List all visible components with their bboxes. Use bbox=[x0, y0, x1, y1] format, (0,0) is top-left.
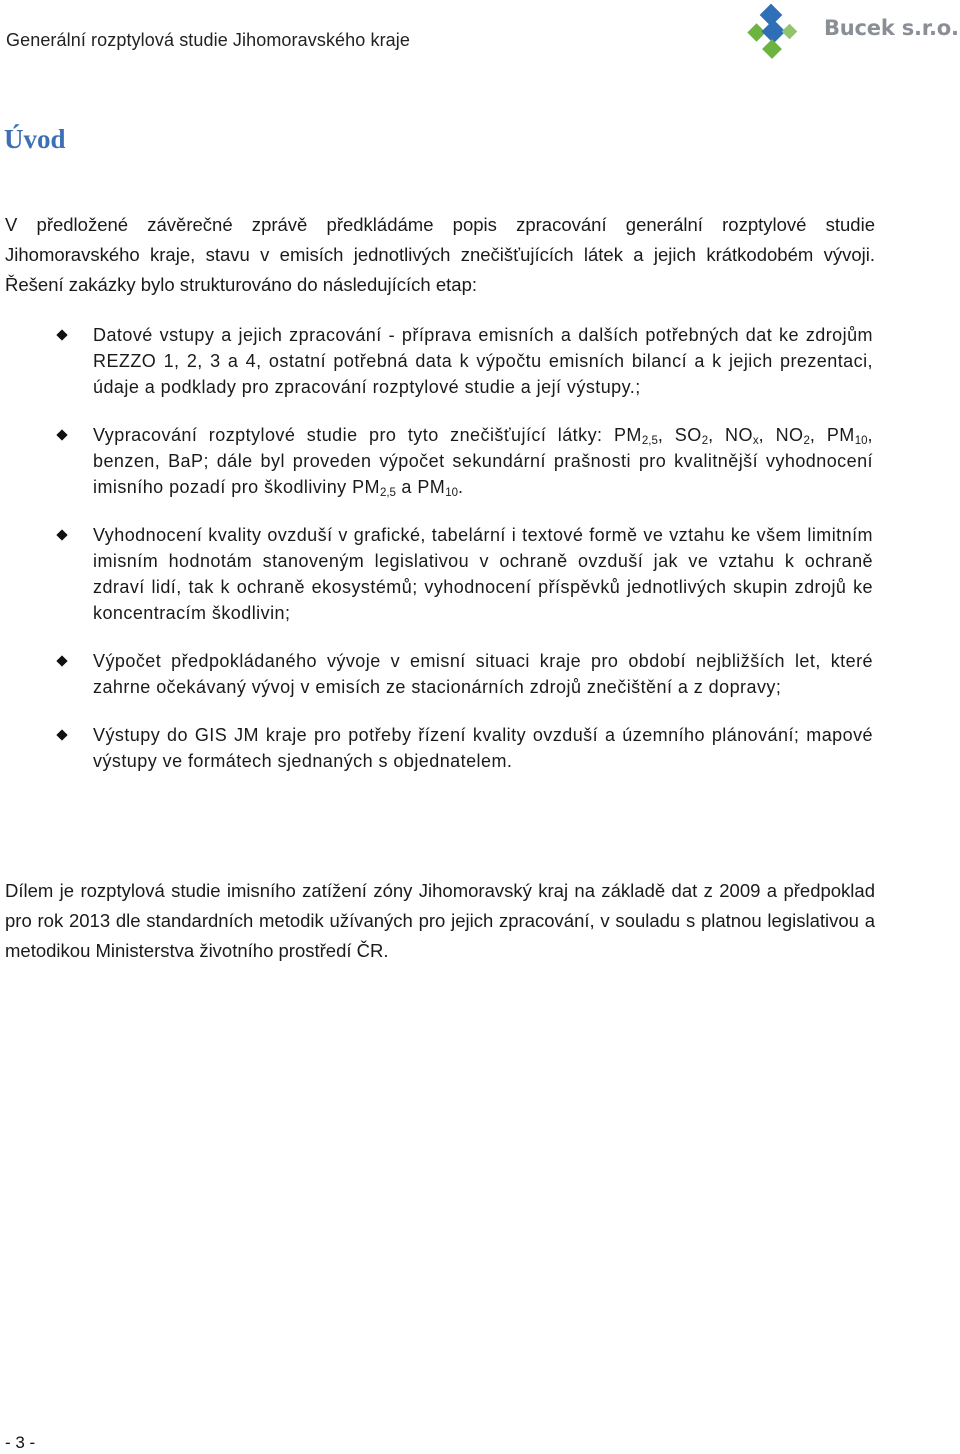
diamond-bullet-icon bbox=[56, 655, 67, 666]
header-title: Generální rozptylová studie Jihomoravského kraje bbox=[6, 30, 410, 50]
text-segment: , PM bbox=[809, 425, 855, 445]
list-item bbox=[0, 648, 873, 700]
diamond-bullet-icon bbox=[56, 329, 67, 340]
logo-diamonds-icon bbox=[744, 2, 824, 68]
subscript: 10 bbox=[854, 435, 868, 447]
subscript: 10 bbox=[445, 487, 459, 499]
section-heading: Úvod bbox=[4, 124, 66, 154]
list-item bbox=[0, 322, 873, 400]
list-item-text: Výpočet předpokládaného vývoje v emisní situaci kraje pro období nejbližších let, které zahrne očekávaný vývoj v emisích ze stacionárních zdrojů znečištění a z dopravy; bbox=[93, 651, 873, 697]
text-segment: . bbox=[458, 477, 464, 497]
text-segment: , benzen, BaP; dále byl proveden výpočet sekundární prašnosti pro kvalitnější vyhodnocení imisního pozadí pro škodliviny PM bbox=[93, 425, 873, 497]
subscript: 2,5 bbox=[379, 487, 396, 499]
diamond-bullet-icon bbox=[56, 529, 67, 540]
intro-paragraph: V předložené závěrečné zprávě předkládáme popis zpracování generální rozptylové studie Jihomoravského kraje, stavu v emisích jednotlivých znečišťujících látek a jejich krátkodobém vývoji. Řešení zakázky bylo strukturováno do následujících etap: bbox=[5, 214, 875, 295]
subscript: x bbox=[752, 435, 759, 447]
list-item-text: Datové vstupy a jejich zpracování - příprava emisních a dalších potřebných dat ke zdrojům REZZO 1, 2, 3 a 4, ostatní potřebná data k výpočtu emisních bilancí a k jejich prezentaci, údaje a podklady pro zpracování rozptylové studie a její výstupy.; bbox=[93, 325, 873, 397]
list-item-text: Výstupy do GIS JM kraje pro potřeby řízení kvality ovzduší a územního plánování; mapové výstupy ve formátech sjednaných s objednatelem. bbox=[93, 725, 873, 771]
text-segment: , NO bbox=[758, 425, 804, 445]
list-item bbox=[0, 422, 873, 500]
list-item-text: Vyhodnocení kvality ovzduší v grafické, tabelární i textové formě ve vztahu ke všem limitním imisním hodnotám stanoveným legislativou v ochraně ovzduší jak ve vztahu k ochraně zdraví lidí, tak k ochraně ekosystémů; vyhodnocení příspěvků jednotlivých skupin zdrojů ke koncentracím škodlivin; bbox=[93, 525, 873, 623]
text-segment: , NO bbox=[708, 425, 753, 445]
subscript: 2 bbox=[701, 435, 709, 447]
list-item-text bbox=[93, 425, 873, 497]
stages-list bbox=[0, 322, 880, 796]
subscript: 2 bbox=[803, 435, 810, 447]
logo-text: Bucek s.r.o. bbox=[824, 16, 959, 40]
subscript: 2,5 bbox=[641, 435, 658, 447]
page-number: - 3 - bbox=[5, 1433, 36, 1452]
text-segment: , SO bbox=[657, 425, 702, 445]
list-item bbox=[0, 722, 873, 774]
text-segment: a PM bbox=[395, 477, 446, 497]
company-logo bbox=[744, 2, 960, 68]
text-segment: Vypracování rozptylové studie pro tyto znečišťující látky: PM bbox=[93, 425, 642, 445]
diamond-bullet-icon bbox=[56, 729, 67, 740]
list-item bbox=[0, 522, 873, 626]
diamond-bullet-icon bbox=[56, 429, 67, 440]
conclusion-paragraph: Dílem je rozptylová studie imisního zatížení zóny Jihomoravský kraj na základě dat z 2009 a předpoklad pro rok 2013 dle standardních metodik užívaných pro jejich zpracování, v souladu s platnou legislativou a metodikou Ministerstva životního prostředí ČR. bbox=[5, 880, 875, 961]
